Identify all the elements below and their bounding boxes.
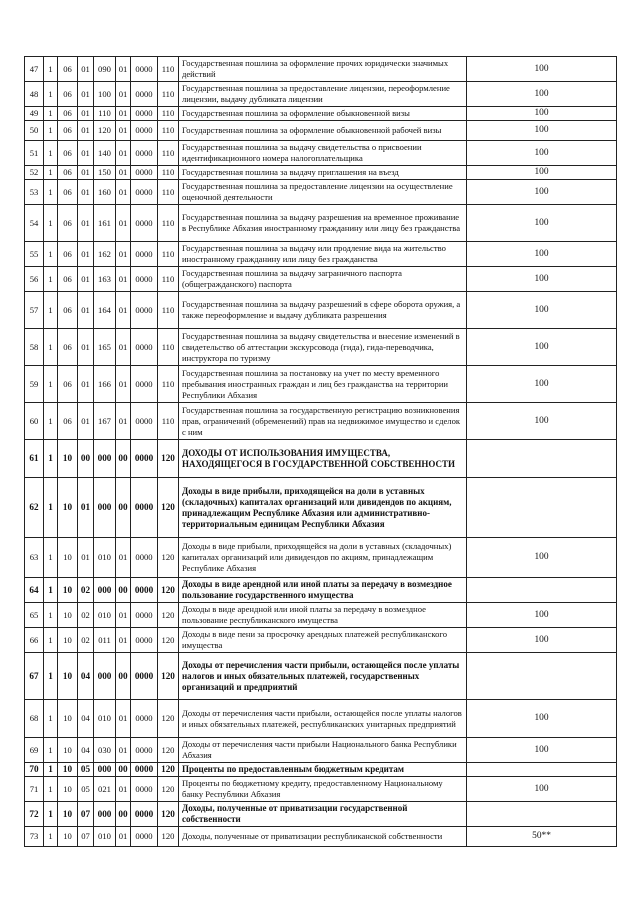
code-cell-5: 01 [116,329,131,366]
code-cell-2: 06 [58,267,78,292]
code-cell-3: 01 [78,292,94,329]
table-row [25,141,617,166]
code-cell-6: 0000 [131,603,158,628]
code-cell-7: 110 [158,166,179,180]
code-cell-5: 01 [116,827,131,847]
code-cell-4: 000 [94,578,116,603]
code-cell-6: 0000 [131,802,158,827]
row-number-cell: 56 [25,267,44,292]
code-cell-4: 000 [94,478,116,538]
table-body [25,57,617,847]
amount-cell: 100 [467,700,617,738]
income-name-cell: Доходы в виде прибыли, приходящейся на доли в уставных (складочных) капиталах организаций или дивидендов по акциям, принадлежащим Республике Абхазия или административно-территориальным единицам Республики Абхазия [179,478,467,538]
code-cell-7: 120 [158,763,179,777]
code-cell-7: 110 [158,107,179,121]
table-row [25,82,617,107]
row-number-cell: 66 [25,628,44,653]
code-cell-1: 1 [44,603,58,628]
table-row [25,107,617,121]
income-name-cell: Доходы в виде прибыли, приходящейся на доли в уставных (складочных) капиталах организаций или дивидендов по акциям, принадлежащим Республике Абхазия [179,538,467,578]
row-number-cell: 53 [25,180,44,205]
amount-cell: 100 [467,107,617,121]
income-name-cell: Доходы, полученные от приватизации государственной собственности [179,802,467,827]
income-name-cell: Проценты по предоставленным бюджетным кредитам [179,763,467,777]
code-cell-4: 140 [94,141,116,166]
code-cell-6: 0000 [131,267,158,292]
code-cell-3: 04 [78,738,94,763]
code-cell-4: 161 [94,205,116,242]
code-cell-1: 1 [44,57,58,82]
code-cell-2: 06 [58,329,78,366]
code-cell-1: 1 [44,366,58,403]
code-cell-3: 01 [78,57,94,82]
code-cell-2: 06 [58,141,78,166]
code-cell-1: 1 [44,802,58,827]
amount-cell [467,802,617,827]
code-cell-3: 04 [78,653,94,700]
code-cell-7: 120 [158,603,179,628]
code-cell-1: 1 [44,166,58,180]
code-cell-4: 010 [94,603,116,628]
code-cell-1: 1 [44,141,58,166]
code-cell-1: 1 [44,738,58,763]
amount-cell: 100 [467,329,617,366]
row-number-cell: 49 [25,107,44,121]
code-cell-3: 01 [78,121,94,141]
code-cell-1: 1 [44,403,58,440]
row-number-cell: 47 [25,57,44,82]
code-cell-5: 00 [116,478,131,538]
income-name-cell: Доходы в виде арендной или иной платы за передачу в возмездное пользование республиканского имущества [179,603,467,628]
table-row [25,653,617,700]
code-cell-4: 000 [94,763,116,777]
code-cell-4: 165 [94,329,116,366]
code-cell-5: 01 [116,738,131,763]
code-cell-6: 0000 [131,827,158,847]
code-cell-5: 01 [116,242,131,267]
amount-cell [467,478,617,538]
code-cell-3: 01 [78,107,94,121]
code-cell-1: 1 [44,121,58,141]
code-cell-2: 10 [58,653,78,700]
code-cell-3: 02 [78,628,94,653]
code-cell-3: 01 [78,141,94,166]
code-cell-2: 10 [58,700,78,738]
row-number-cell: 57 [25,292,44,329]
row-number-cell: 51 [25,141,44,166]
code-cell-2: 06 [58,403,78,440]
income-name-cell: Государственная пошлина за выдачу свидетельства и внесение изменений в свидетельство об аттестации экскурсовода (гида), гида-переводчика, инструктора по туризму [179,329,467,366]
row-number-cell: 52 [25,166,44,180]
code-cell-5: 01 [116,205,131,242]
income-name-cell: Государственная пошлина за выдачу свидетельства о присвоении идентификационного номера налогоплательщика [179,141,467,166]
row-number-cell: 60 [25,403,44,440]
code-cell-3: 01 [78,242,94,267]
amount-cell: 100 [467,738,617,763]
row-number-cell: 71 [25,777,44,802]
code-cell-1: 1 [44,777,58,802]
table-row [25,440,617,478]
code-cell-3: 04 [78,700,94,738]
table-row [25,180,617,205]
code-cell-7: 110 [158,366,179,403]
code-cell-2: 06 [58,242,78,267]
code-cell-6: 0000 [131,141,158,166]
table-row [25,538,617,578]
amount-cell: 100 [467,166,617,180]
income-name-cell: Государственная пошлина за постановку на учет по месту временного пребывания иностранных граждан и лиц без гражданства на территории Республики Абхазия [179,366,467,403]
code-cell-3: 07 [78,827,94,847]
code-cell-2: 10 [58,827,78,847]
code-cell-4: 010 [94,827,116,847]
code-cell-6: 0000 [131,166,158,180]
code-cell-1: 1 [44,180,58,205]
code-cell-1: 1 [44,107,58,121]
code-cell-2: 06 [58,292,78,329]
code-cell-6: 0000 [131,777,158,802]
code-cell-2: 10 [58,738,78,763]
code-cell-7: 120 [158,738,179,763]
amount-cell: 100 [467,538,617,578]
row-number-cell: 70 [25,763,44,777]
income-name-cell: Государственная пошлина за оформление обыкновенной визы [179,107,467,121]
table-row [25,403,617,440]
amount-cell [467,440,617,478]
code-cell-6: 0000 [131,366,158,403]
code-cell-6: 0000 [131,107,158,121]
code-cell-5: 01 [116,292,131,329]
table-row [25,292,617,329]
amount-cell: 100 [467,205,617,242]
code-cell-6: 0000 [131,700,158,738]
code-cell-1: 1 [44,82,58,107]
code-cell-2: 06 [58,57,78,82]
code-cell-4: 030 [94,738,116,763]
code-cell-4: 000 [94,440,116,478]
table-row [25,57,617,82]
code-cell-3: 01 [78,366,94,403]
table-row [25,628,617,653]
code-cell-4: 100 [94,82,116,107]
row-number-cell: 59 [25,366,44,403]
code-cell-5: 01 [116,141,131,166]
code-cell-3: 07 [78,802,94,827]
code-cell-4: 162 [94,242,116,267]
code-cell-3: 01 [78,329,94,366]
income-name-cell: Доходы в виде арендной или иной платы за передачу в возмездное пользование государственного имущества [179,578,467,603]
row-number-cell: 69 [25,738,44,763]
code-cell-7: 110 [158,267,179,292]
code-cell-7: 120 [158,827,179,847]
code-cell-7: 110 [158,329,179,366]
amount-cell: 100 [467,267,617,292]
code-cell-2: 06 [58,180,78,205]
code-cell-5: 00 [116,440,131,478]
code-cell-2: 06 [58,205,78,242]
code-cell-6: 0000 [131,242,158,267]
code-cell-5: 00 [116,653,131,700]
code-cell-7: 110 [158,205,179,242]
table-row [25,478,617,538]
code-cell-5: 00 [116,763,131,777]
code-cell-4: 011 [94,628,116,653]
code-cell-2: 10 [58,440,78,478]
table-row [25,578,617,603]
income-name-cell: Государственная пошлина за выдачу разрешений в сфере оборота оружия, а также переоформление и выдачу дубликата разрешения [179,292,467,329]
code-cell-6: 0000 [131,440,158,478]
code-cell-6: 0000 [131,578,158,603]
code-cell-4: 160 [94,180,116,205]
code-cell-6: 0000 [131,180,158,205]
code-cell-5: 01 [116,82,131,107]
income-name-cell: Государственная пошлина за предоставление лицензии на осуществление оценочной деятельности [179,180,467,205]
code-cell-3: 05 [78,777,94,802]
code-cell-5: 01 [116,700,131,738]
row-number-cell: 72 [25,802,44,827]
code-cell-4: 090 [94,57,116,82]
code-cell-3: 01 [78,82,94,107]
table-row [25,329,617,366]
amount-cell: 100 [467,82,617,107]
code-cell-7: 110 [158,403,179,440]
amount-cell: 100 [467,242,617,267]
code-cell-6: 0000 [131,292,158,329]
code-cell-7: 110 [158,180,179,205]
income-name-cell: Государственная пошлина за выдачу приглашения на въезд [179,166,467,180]
code-cell-3: 05 [78,763,94,777]
code-cell-4: 167 [94,403,116,440]
income-name-cell: Государственная пошлина за государственную регистрацию возникновения прав, ограничений (обременений) прав на недвижимое имущество и сделок с ним [179,403,467,440]
code-cell-6: 0000 [131,763,158,777]
income-name-cell: Доходы от перечисления части прибыли Национального банка Республики Абхазия [179,738,467,763]
table-row [25,763,617,777]
amount-cell [467,763,617,777]
code-cell-5: 01 [116,777,131,802]
income-name-cell: Доходы, полученные от приватизации республиканской собственности [179,827,467,847]
code-cell-7: 110 [158,242,179,267]
row-number-cell: 48 [25,82,44,107]
code-cell-4: 120 [94,121,116,141]
code-cell-3: 01 [78,538,94,578]
code-cell-2: 10 [58,802,78,827]
amount-cell: 100 [467,121,617,141]
code-cell-1: 1 [44,538,58,578]
code-cell-1: 1 [44,628,58,653]
amount-cell: 100 [467,141,617,166]
row-number-cell: 62 [25,478,44,538]
amount-cell: 100 [467,403,617,440]
row-number-cell: 61 [25,440,44,478]
row-number-cell: 65 [25,603,44,628]
code-cell-3: 02 [78,603,94,628]
code-cell-1: 1 [44,478,58,538]
code-cell-7: 120 [158,478,179,538]
code-cell-5: 01 [116,538,131,578]
table-row [25,777,617,802]
code-cell-4: 000 [94,802,116,827]
code-cell-1: 1 [44,329,58,366]
budget-classification-table [24,56,617,847]
row-number-cell: 55 [25,242,44,267]
code-cell-2: 10 [58,628,78,653]
code-cell-1: 1 [44,292,58,329]
code-cell-3: 00 [78,440,94,478]
code-cell-2: 06 [58,107,78,121]
amount-cell: 100 [467,57,617,82]
table-row [25,738,617,763]
row-number-cell: 68 [25,700,44,738]
income-name-cell: Государственная пошлина за выдачу или продление вида на жительство иностранному гражданину или лицу без гражданства [179,242,467,267]
code-cell-2: 10 [58,763,78,777]
income-name-cell: Государственная пошлина за выдачу разрешения на временное проживание в Республике Абхазия иностранному гражданину или лицу без гражданства [179,205,467,242]
code-cell-3: 01 [78,180,94,205]
row-number-cell: 54 [25,205,44,242]
code-cell-6: 0000 [131,628,158,653]
code-cell-2: 06 [58,366,78,403]
code-cell-6: 0000 [131,478,158,538]
table-row [25,603,617,628]
code-cell-7: 120 [158,700,179,738]
code-cell-5: 01 [116,366,131,403]
income-name-cell: Доходы от перечисления части прибыли, остающейся после уплаты налогов и иных обязательных платежей, республиканских унитарных предприятий [179,700,467,738]
code-cell-4: 150 [94,166,116,180]
income-name-cell: ДОХОДЫ ОТ ИСПОЛЬЗОВАНИЯ ИМУЩЕСТВА, НАХОДЯЩЕГОСЯ В ГОСУДАРСТВЕННОЙ СОБСТВЕННОСТИ [179,440,467,478]
code-cell-7: 120 [158,628,179,653]
code-cell-5: 00 [116,578,131,603]
code-cell-2: 10 [58,578,78,603]
code-cell-3: 01 [78,166,94,180]
code-cell-6: 0000 [131,57,158,82]
table-row [25,205,617,242]
code-cell-7: 120 [158,802,179,827]
code-cell-6: 0000 [131,205,158,242]
code-cell-7: 120 [158,440,179,478]
code-cell-1: 1 [44,205,58,242]
income-name-cell: Государственная пошлина за оформление прочих юридически значимых действий [179,57,467,82]
code-cell-2: 06 [58,82,78,107]
code-cell-6: 0000 [131,538,158,578]
code-cell-4: 000 [94,653,116,700]
code-cell-4: 166 [94,366,116,403]
code-cell-2: 06 [58,121,78,141]
code-cell-7: 110 [158,292,179,329]
code-cell-2: 10 [58,538,78,578]
code-cell-4: 163 [94,267,116,292]
code-cell-1: 1 [44,700,58,738]
code-cell-3: 01 [78,403,94,440]
code-cell-2: 10 [58,777,78,802]
amount-cell: 100 [467,628,617,653]
table-row [25,802,617,827]
code-cell-5: 01 [116,121,131,141]
code-cell-2: 10 [58,603,78,628]
amount-cell: 100 [467,366,617,403]
code-cell-7: 120 [158,538,179,578]
code-cell-4: 021 [94,777,116,802]
code-cell-7: 110 [158,57,179,82]
code-cell-7: 110 [158,121,179,141]
row-number-cell: 63 [25,538,44,578]
amount-cell: 100 [467,777,617,802]
table-row [25,242,617,267]
code-cell-5: 01 [116,628,131,653]
code-cell-6: 0000 [131,121,158,141]
code-cell-4: 010 [94,538,116,578]
code-cell-1: 1 [44,653,58,700]
code-cell-3: 01 [78,478,94,538]
code-cell-3: 01 [78,267,94,292]
income-name-cell: Доходы от перечисления части прибыли, остающейся после уплаты налогов и иных обязательных платежей, государственных организаций и предприятий [179,653,467,700]
code-cell-5: 01 [116,180,131,205]
code-cell-7: 110 [158,82,179,107]
table-row [25,267,617,292]
table-row [25,121,617,141]
code-cell-5: 01 [116,603,131,628]
income-name-cell: Государственная пошлина за оформление обыкновенной рабочей визы [179,121,467,141]
code-cell-5: 01 [116,107,131,121]
income-name-cell: Проценты по бюджетному кредиту, предоставленному Национальному банку Республики Абхазия [179,777,467,802]
table-row [25,827,617,847]
table-row [25,700,617,738]
code-cell-4: 110 [94,107,116,121]
code-cell-5: 01 [116,267,131,292]
amount-cell: 100 [467,292,617,329]
code-cell-7: 120 [158,777,179,802]
row-number-cell: 58 [25,329,44,366]
income-name-cell: Доходы в виде пени за просрочку арендных платежей республиканского имущества [179,628,467,653]
code-cell-3: 02 [78,578,94,603]
amount-cell: 100 [467,180,617,205]
code-cell-2: 10 [58,478,78,538]
code-cell-1: 1 [44,440,58,478]
code-cell-7: 110 [158,141,179,166]
code-cell-4: 164 [94,292,116,329]
code-cell-3: 01 [78,205,94,242]
row-number-cell: 67 [25,653,44,700]
code-cell-5: 01 [116,57,131,82]
row-number-cell: 64 [25,578,44,603]
code-cell-5: 01 [116,166,131,180]
code-cell-7: 120 [158,653,179,700]
income-name-cell: Государственная пошлина за выдачу заграничного паспорта (общегражданского) паспорта [179,267,467,292]
amount-cell: 50** [467,827,617,847]
amount-cell: 100 [467,603,617,628]
code-cell-6: 0000 [131,653,158,700]
code-cell-6: 0000 [131,329,158,366]
table-row [25,366,617,403]
table-row [25,166,617,180]
code-cell-6: 0000 [131,82,158,107]
income-name-cell: Государственная пошлина за предоставление лицензии, переоформление лицензии, выдачу дубликата лицензии [179,82,467,107]
amount-cell [467,578,617,603]
code-cell-1: 1 [44,827,58,847]
amount-cell [467,653,617,700]
row-number-cell: 73 [25,827,44,847]
code-cell-4: 010 [94,700,116,738]
code-cell-6: 0000 [131,738,158,763]
code-cell-1: 1 [44,763,58,777]
code-cell-1: 1 [44,578,58,603]
code-cell-7: 120 [158,578,179,603]
code-cell-1: 1 [44,242,58,267]
code-cell-2: 06 [58,166,78,180]
code-cell-1: 1 [44,267,58,292]
code-cell-6: 0000 [131,403,158,440]
code-cell-5: 00 [116,802,131,827]
row-number-cell: 50 [25,121,44,141]
code-cell-5: 01 [116,403,131,440]
